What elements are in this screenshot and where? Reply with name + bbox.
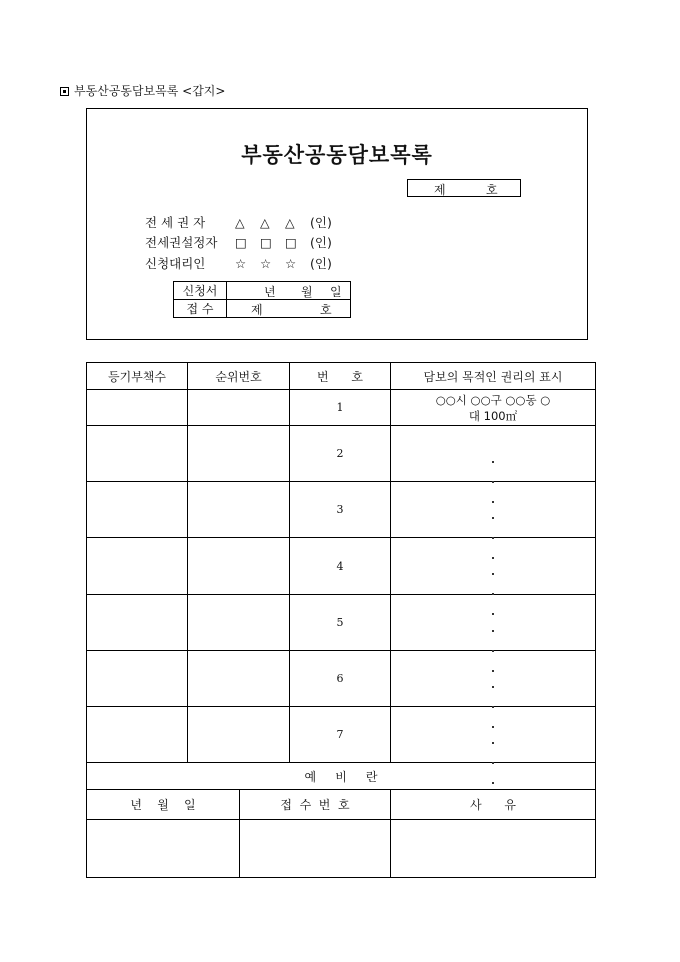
- dot-mark: [492, 762, 494, 764]
- dot-mark: [492, 650, 494, 652]
- dot-mark: [492, 670, 494, 672]
- header-register-book: 등기부책수: [87, 363, 188, 390]
- table-row: [87, 651, 596, 707]
- party-label: 전세권설정자: [145, 235, 218, 250]
- party-row-lessee: [145, 213, 332, 231]
- remarks-cell-date: [87, 820, 240, 878]
- number-label-ho: 호: [486, 183, 498, 197]
- reception-table: [173, 281, 351, 318]
- number-label-je: 제: [434, 183, 446, 197]
- dot-mark: [492, 593, 494, 595]
- dot-mark: [492, 481, 494, 483]
- reception-number-cell: [227, 300, 351, 318]
- square-mark-icon: □: [235, 235, 247, 250]
- cell-rank-number: [188, 651, 290, 707]
- remarks-row: [87, 820, 596, 878]
- seal-text: (인): [310, 256, 332, 271]
- cell-right-description: [391, 482, 596, 538]
- cell-row-number: 5: [290, 595, 391, 651]
- form-header-box: [86, 108, 588, 340]
- party-label: 전 세 권 자: [145, 215, 206, 230]
- reception-date-cell: [227, 282, 351, 300]
- header-right-description: 담보의 목적인 권리의 표시: [391, 363, 596, 390]
- cell-row-number: 7: [290, 707, 391, 763]
- cell-row-number: 6: [290, 651, 391, 707]
- cell-register-book: [87, 482, 188, 538]
- document-heading: [60, 82, 225, 99]
- cell-register-book: [87, 426, 188, 482]
- table-row: [87, 538, 596, 595]
- day-label: 일: [330, 285, 342, 299]
- seal-text: (인): [310, 235, 332, 250]
- dot-mark: [492, 686, 494, 688]
- cell-register-book: [87, 651, 188, 707]
- cell-right-description: [391, 390, 596, 426]
- table-row: [87, 390, 596, 426]
- cell-register-book: [87, 707, 188, 763]
- month-label: 월: [301, 285, 313, 299]
- dot-mark: [492, 537, 494, 539]
- receipt-je-label: 제: [251, 303, 263, 317]
- party-label: 신청대리인: [145, 256, 206, 271]
- year-label: 년: [264, 285, 276, 299]
- bullet-square-icon: [60, 87, 69, 96]
- triangle-mark-icon: △: [285, 215, 295, 230]
- remarks-header-reason: 사 유: [391, 790, 596, 820]
- cell-register-book: [87, 595, 188, 651]
- cell-row-number: 3: [290, 482, 391, 538]
- dot-mark: [492, 613, 494, 615]
- dot-mark: [492, 630, 494, 632]
- cell-row-number: 2: [290, 426, 391, 482]
- dot-mark: [492, 706, 494, 708]
- remarks-section-title: 예 비 란: [87, 763, 596, 790]
- triangle-mark-icon: △: [235, 215, 245, 230]
- description-area: 대 100㎡: [468, 408, 518, 423]
- star-mark-icon: ☆: [235, 256, 247, 271]
- dot-mark: [492, 461, 494, 463]
- cell-right-description: [391, 426, 596, 482]
- dot-mark: [492, 726, 494, 728]
- heading-text: 부동산공동담보목록 <갑지>: [74, 84, 226, 98]
- cell-rank-number: [188, 390, 290, 426]
- cell-right-description: [391, 538, 596, 595]
- triangle-mark-icon: △: [260, 215, 270, 230]
- description-address: ○○시 ○○구 ○○동 ○: [435, 392, 551, 407]
- party-row-agent: [145, 254, 332, 272]
- cell-rank-number: [188, 538, 290, 595]
- table-row: [87, 595, 596, 651]
- remarks-header-receipt-number: 접 수 번 호: [240, 790, 391, 820]
- cell-register-book: [87, 390, 188, 426]
- square-mark-icon: □: [285, 235, 297, 250]
- dot-mark: [492, 517, 494, 519]
- cell-row-number: 1: [290, 390, 391, 426]
- table-row: [87, 426, 596, 482]
- cell-right-description: [391, 651, 596, 707]
- cell-register-book: [87, 538, 188, 595]
- dot-mark: [492, 573, 494, 575]
- table-row: [87, 707, 596, 763]
- party-row-grantor: [145, 233, 332, 251]
- form-title: 부동산공동담보목록: [241, 142, 433, 167]
- remarks-cell-reason: [391, 820, 596, 878]
- star-mark-icon: ☆: [260, 256, 272, 271]
- cell-right-description: [391, 707, 596, 763]
- cell-rank-number: [188, 595, 290, 651]
- seal-text: (인): [310, 215, 332, 230]
- reception-label-application: 신청서: [174, 282, 227, 300]
- square-mark-icon: □: [260, 235, 272, 250]
- cell-rank-number: [188, 426, 290, 482]
- collateral-list-table: [86, 362, 596, 878]
- cell-right-description: [391, 595, 596, 651]
- document-number-box: [407, 179, 521, 197]
- cell-rank-number: [188, 482, 290, 538]
- dot-mark: [492, 501, 494, 503]
- receipt-ho-label: 호: [320, 303, 332, 317]
- remarks-cell-receipt-number: [240, 820, 391, 878]
- table-row: [87, 482, 596, 538]
- dot-mark: [492, 557, 494, 559]
- dot-mark: [492, 742, 494, 744]
- cell-rank-number: [188, 707, 290, 763]
- cell-row-number: 4: [290, 538, 391, 595]
- reception-label-receipt: 접 수: [174, 300, 227, 318]
- dot-mark: [492, 782, 494, 784]
- remarks-header-date: 년 월 일: [87, 790, 240, 820]
- header-rank-number: 순위번호: [188, 363, 290, 390]
- star-mark-icon: ☆: [285, 256, 297, 271]
- header-number: 번 호: [290, 363, 391, 390]
